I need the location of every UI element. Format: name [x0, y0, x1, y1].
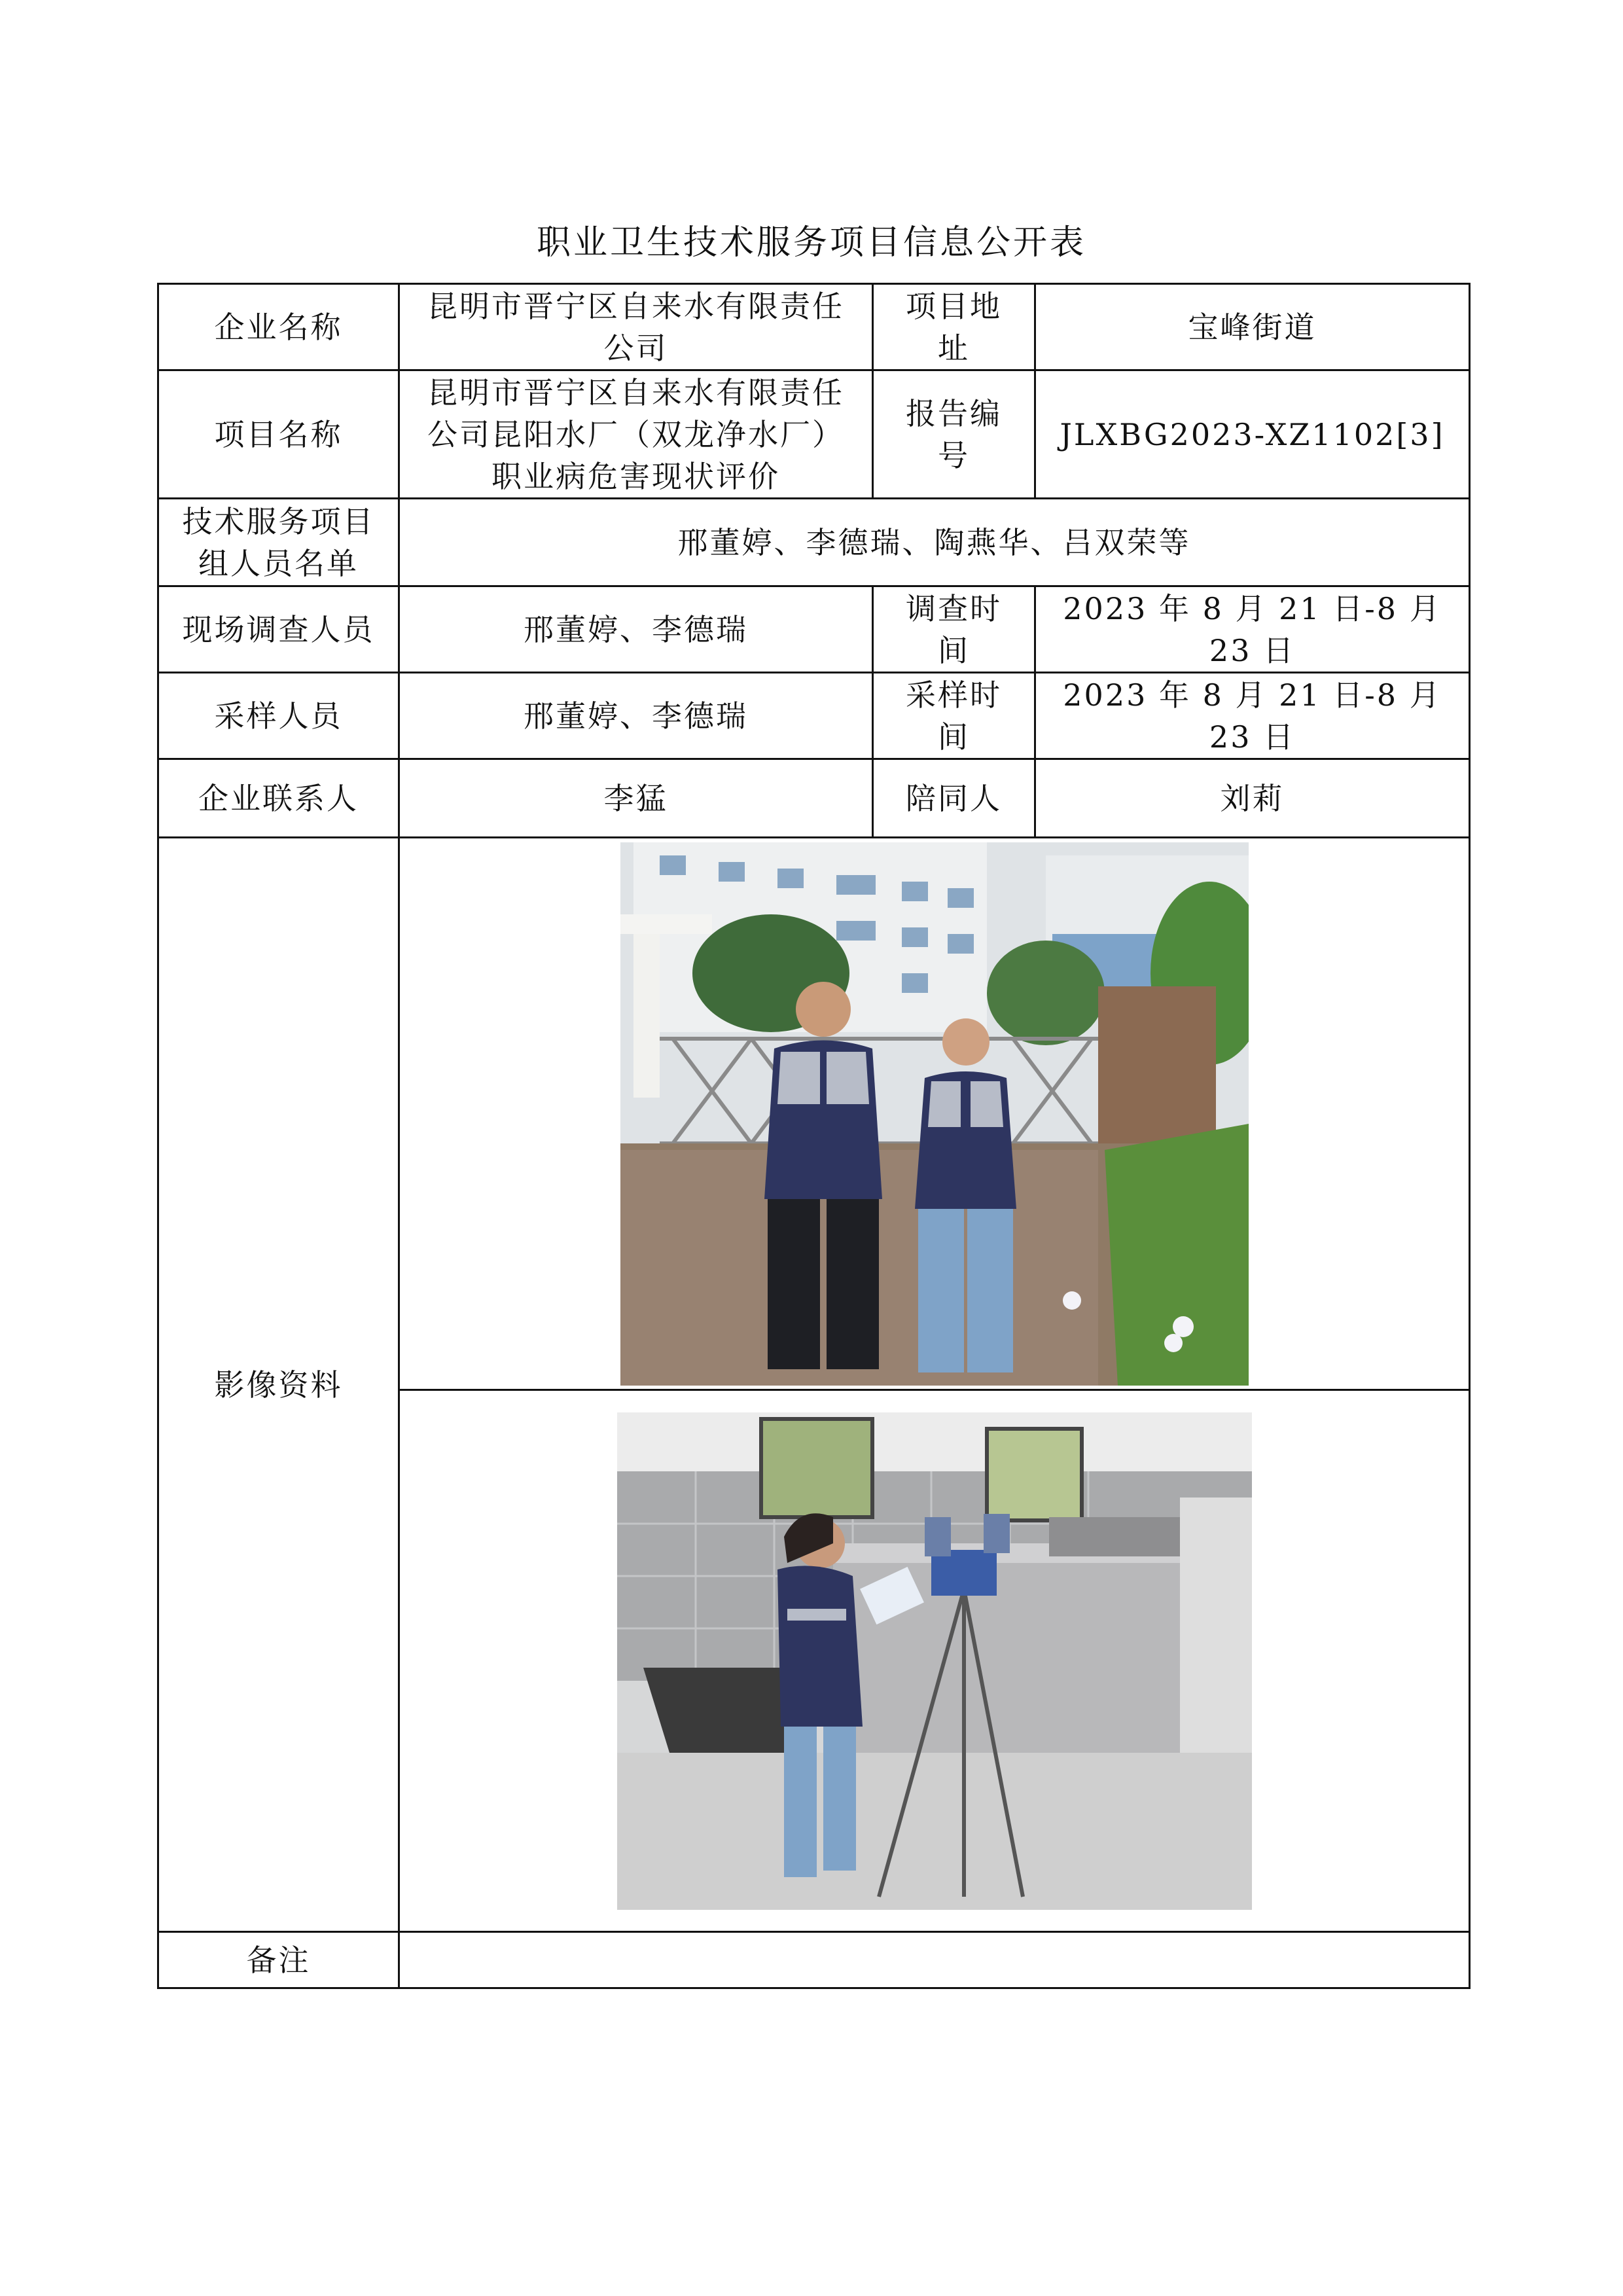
- sampling-photo: [617, 1412, 1252, 1910]
- team-list-value: 邢董婷、李德瑞、陶燕华、吕双荣等: [399, 499, 1470, 586]
- survey-staff-value: 邢董婷、李德瑞: [399, 586, 873, 673]
- remarks-value: [399, 1932, 1470, 1988]
- remarks-label: 备注: [158, 1932, 399, 1988]
- report-number-label: 报告编号: [873, 370, 1035, 499]
- survey-time-label: 调查时间: [873, 586, 1035, 673]
- row-remarks: [158, 1932, 1470, 1988]
- photo-cell-2: [399, 1390, 1470, 1932]
- row-team: [158, 499, 1470, 586]
- images-label: 影像资料: [158, 838, 399, 1932]
- page-title: 职业卫生技术服务项目信息公开表: [536, 223, 1086, 262]
- row-survey: [158, 586, 1470, 673]
- row-images-1: [158, 838, 1470, 1390]
- row-contact: [158, 759, 1470, 838]
- sampling-time-value: 2023 年 8 月 21 日-8 月 23 日: [1035, 673, 1470, 759]
- survey-time-value: 2023 年 8 月 21 日-8 月 23 日: [1035, 586, 1470, 673]
- row-sampling: [158, 673, 1470, 759]
- report-number-value: JLXBG2023-XZ1102[3]: [1035, 370, 1470, 499]
- photo-cell-1: [399, 838, 1470, 1390]
- sampling-staff-label: 采样人员: [158, 673, 399, 759]
- info-table: [157, 283, 1471, 1989]
- site-gate-photo: [620, 842, 1249, 1386]
- project-name-label: 项目名称: [158, 370, 399, 499]
- company-contact-value: 李猛: [399, 759, 873, 838]
- company-name-value: 昆明市晋宁区自来水有限责任公司: [399, 284, 873, 370]
- row-company: [158, 284, 1470, 370]
- project-name-value: 昆明市晋宁区自来水有限责任公司昆阳水厂（双龙净水厂）职业病危害现状评价: [399, 370, 873, 499]
- row-project: [158, 370, 1470, 499]
- project-address-value: 宝峰街道: [1035, 284, 1470, 370]
- project-address-label: 项目地址: [873, 284, 1035, 370]
- escort-label: 陪同人: [873, 759, 1035, 838]
- sampling-staff-value: 邢董婷、李德瑞: [399, 673, 873, 759]
- sampling-time-label: 采样时间: [873, 673, 1035, 759]
- survey-staff-label: 现场调查人员: [158, 586, 399, 673]
- escort-value: 刘莉: [1035, 759, 1470, 838]
- team-list-label: 技术服务项目组人员名单: [158, 499, 399, 586]
- company-name-label: 企业名称: [158, 284, 399, 370]
- company-contact-label: 企业联系人: [158, 759, 399, 838]
